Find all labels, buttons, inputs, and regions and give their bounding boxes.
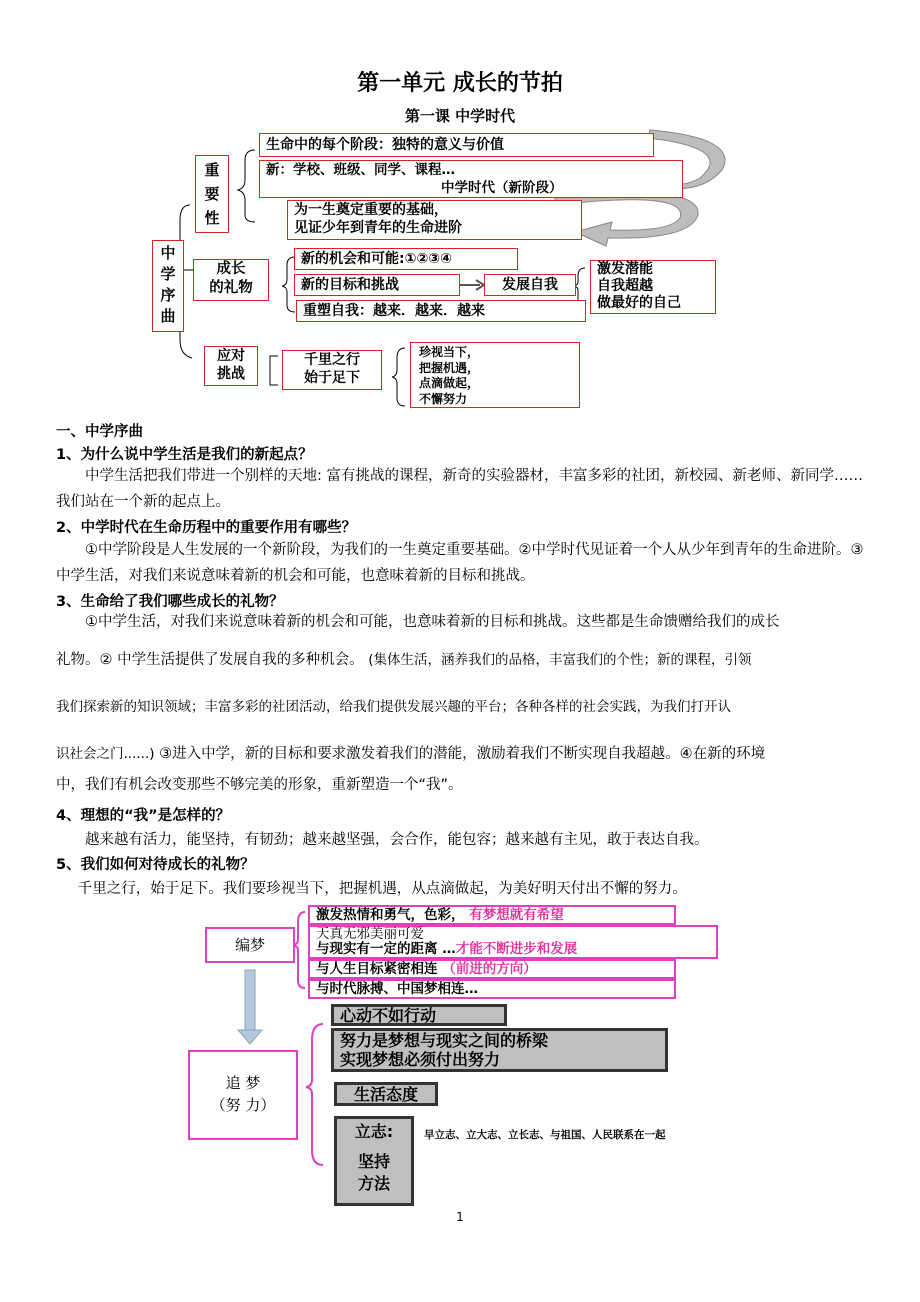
bianmeng-box: 编梦 — [205, 927, 295, 963]
challenge-sub-2: 把握机遇， — [419, 360, 480, 375]
answer-3-line4a: 识社会之门......) — [56, 746, 155, 762]
bm-item-2 — [308, 925, 718, 959]
answer-1: 中学生活把我们带进一个别样的天地: 富有挑战的课程，新奇的实验器材，丰富多彩的社团，新校园、新老师、新同学……我们站在一个新的起点上。 — [56, 468, 863, 510]
page-number: 1 — [456, 1210, 464, 1224]
develop-sub-3: 做最好的自己 — [597, 295, 681, 311]
answer-4: 越来越有活力，能坚持，有韧劲；越来越坚强，会合作，能包容；越来越有主见，敢于表达自我。 — [85, 832, 709, 848]
challenge-sub-3: 点滴做起， — [419, 376, 480, 390]
gift-item-develop: 发展自我 — [484, 274, 576, 296]
lesson-title: 第一课 中学时代 — [404, 107, 516, 125]
bm-item-5: 与时代脉搏、中国梦相连… — [308, 979, 676, 999]
branch-gift: 成长 的礼物 — [193, 259, 269, 301]
answer-3-line2a: 礼物。② 中学生活提供了发展自我的多种机会。 — [56, 652, 364, 668]
zm-item-1: 心动不如行动 — [331, 1004, 507, 1026]
zm-item-attitude: 生活态度 — [334, 1082, 438, 1106]
importance-item-1: 生命中的每个阶段：独特的意义与价值 — [259, 133, 654, 157]
answer-3-line5: 中，我们有机会改变那些不够完美的形象，重新塑造一个“我”。 — [56, 777, 463, 793]
question-4: 4、理想的“我”是怎样的？ — [56, 808, 231, 824]
importance-item-3-line2: 见证少年到青年的生命进阶 — [294, 220, 462, 236]
question-3: 3、生命给了我们哪些成长的礼物？ — [56, 594, 284, 610]
bm-item-1-text: 激发热情和勇气，色彩， — [316, 907, 465, 923]
bm-item-1-highlight: 有梦想就有希望 — [469, 907, 564, 923]
answer-5: 千里之行，始于足下。我们要珍视当下，把握机遇，从点滴做起，为美好明天付出不懈的努力。 — [77, 881, 687, 897]
importance-item-2-line2: 中学时代（新阶段） — [441, 180, 563, 196]
branch-challenge: 应对 挑战 — [204, 346, 258, 386]
bm-item-3-text: 与现实有一定的距离 … — [316, 941, 456, 957]
bm-item-3-highlight: 才能不断进步和发展 — [455, 941, 578, 957]
answer-3-line3: 我们探索新的知识领域；丰富多彩的社团活动，给我们提供发展兴趣的平台；各种各样的社会实践，为我们打开认 — [56, 699, 731, 715]
bm-item-4-highlight: （前进的方向） — [442, 961, 537, 977]
question-2: 2、中学时代在生命历程中的重要作用有哪些？ — [56, 520, 357, 536]
zm-item-persist: 坚持 方法 — [357, 1152, 390, 1193]
question-1: 1、为什么说中学生活是我们的新起点？ — [56, 447, 313, 463]
bm-item-4-text: 与人生目标紧密相连 — [316, 961, 443, 977]
zm-item-lizhi: 立志: — [354, 1122, 394, 1141]
answer-2: ①中学阶段是人生发展的一个新阶段，为我们的一生奠定重要基础。②中学时代见证着一个人从少年到青年的生命进阶。③中学生活，对我们来说意味着新的机会和可能，也意味着新的目标和挑战。 — [56, 542, 864, 584]
answer-3-line2b: (集体生活，涵养我们的品格，丰富我们的个性；新的课程，引领 — [368, 652, 752, 668]
zm-item-2 — [331, 1028, 668, 1072]
gift-item-3: 重塑自我：越来．越来．越来 — [296, 300, 586, 322]
answer-3-line1: ①中学生活，对我们来说意味着新的机会和可能，也意味着新的目标和挑战。这些都是生命馈赠给我们的成长 — [85, 614, 780, 630]
page-title: 第一单元 成长的节拍 — [357, 71, 563, 96]
lizhi-note: 早立志、立大志、立长志、与祖国、人民联系在一起 — [424, 1129, 666, 1141]
bm-item-1 — [308, 905, 676, 925]
zm-item-2-line2: 实现梦想必须付出努力 — [340, 1050, 501, 1069]
bm-item-4 — [308, 959, 676, 979]
gift-item-2: 新的目标和挑战 — [294, 274, 460, 296]
challenge-sub-1: 珍视当下， — [419, 345, 480, 359]
importance-item-3-line1: 为一生奠定重要的基础， — [294, 202, 448, 218]
develop-sub-2: 自我超越 — [597, 278, 653, 294]
bm-item-2-text: 天真无邪美丽可爱 — [316, 926, 424, 942]
challenge-item: 千里之行 始于足下 — [282, 350, 382, 390]
branch-importance: 重 要 性 — [195, 155, 229, 233]
zm-item-2-line1: 努力是梦想与现实之间的桥梁 — [340, 1031, 549, 1050]
gift-item-1: 新的机会和可能:①②③④ — [294, 248, 518, 270]
question-5: 5、我们如何对待成长的礼物？ — [56, 857, 255, 873]
section-heading: 一、中学序曲 — [56, 424, 143, 440]
importance-item-2-line1: 新：学校、班级、同学、课程… — [266, 162, 455, 178]
challenge-sub-4: 不懈努力 — [419, 391, 468, 406]
zhuimeng-box: 追 梦 （努 力） — [188, 1050, 298, 1140]
develop-sub-1: 激发潜能 — [597, 261, 653, 277]
answer-3-line4b: ③进入中学，新的目标和要求激发着我们的潜能，激励着我们不断实现自我超越。④在新的环境 — [159, 746, 766, 762]
root-box: 中 学 序 曲 — [152, 240, 184, 332]
zm-item-method — [334, 1116, 414, 1206]
